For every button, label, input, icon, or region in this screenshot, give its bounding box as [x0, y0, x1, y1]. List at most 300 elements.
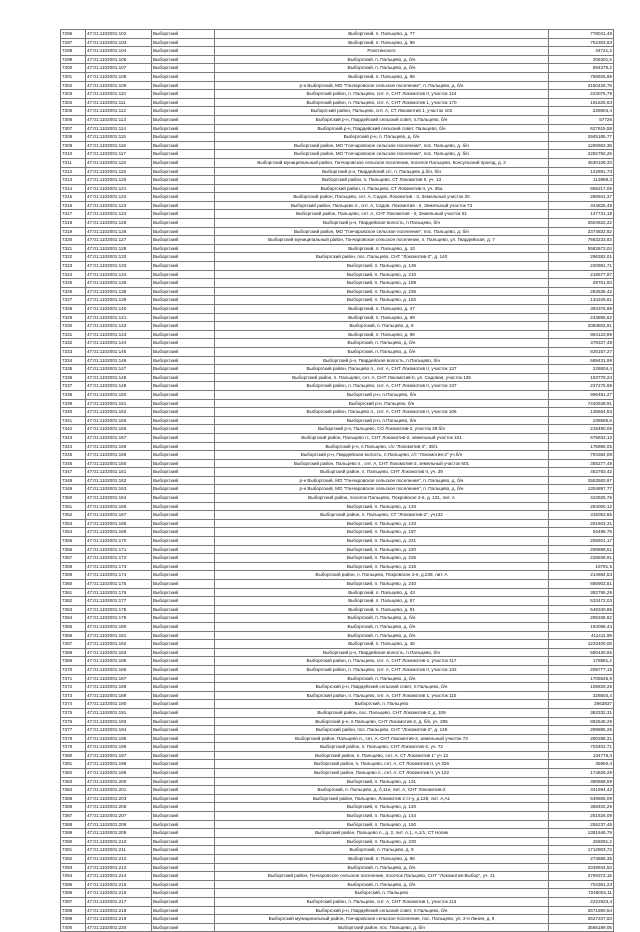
- row-number: 7369: [61, 657, 86, 666]
- table-row: [61, 133, 614, 142]
- district-name: Выборгский: [152, 227, 215, 236]
- cadastral-number: 47:01:1102001:218: [86, 906, 152, 915]
- cadastral-value: 237275,68: [549, 382, 614, 391]
- cadastral-number: 47:01:1102001:200: [86, 777, 152, 786]
- row-number: 7372: [61, 683, 86, 692]
- cadastral-number: 47:01:1102001:122: [86, 193, 152, 202]
- row-number: 7310: [61, 150, 86, 159]
- row-number: 7333: [61, 347, 86, 356]
- district-name: Выборгский: [152, 305, 215, 314]
- cadastral-number: 47:01:1102001:209: [86, 829, 152, 838]
- address: Выборгский, п. Пальцево, д. 8: [215, 322, 549, 331]
- table-row: [61, 227, 614, 236]
- district-name: Выборгский: [152, 717, 215, 726]
- table-row: [61, 837, 614, 846]
- row-number: 7299: [61, 55, 86, 64]
- address: Выборгский, п. Пальцево, д. 57: [215, 597, 549, 606]
- address: Выборгский район, п. Пальцево, снт. А, СТ Локомотив II, уч 326: [215, 760, 549, 769]
- cadastral-number: 47:01:1102001:197: [86, 751, 152, 760]
- cadastral-value: 665217,05: [549, 184, 614, 193]
- cadastral-value: 825157,27: [549, 347, 614, 356]
- table-row: [61, 244, 614, 253]
- address: Выборгский, п. Пальцево, д. 230: [215, 837, 549, 846]
- district-name: Выборгский: [152, 597, 215, 606]
- cadastral-number: 47:01:1102001:149: [86, 382, 152, 391]
- district-name: Выборгский: [152, 760, 215, 769]
- table-row: [61, 519, 614, 528]
- cadastral-value: 2769372,15: [549, 872, 614, 881]
- table-row: [61, 889, 614, 898]
- row-number: 7400: [61, 923, 86, 932]
- address: Выборгский р-н, Гвардейская волость, п.Пальцево, с/т "Локомотив-2" уч.б/н: [215, 451, 549, 460]
- cadastral-number: 47:01:1102001:194: [86, 726, 152, 735]
- cadastral-number: 47:01:1102001:161: [86, 468, 152, 477]
- cadastral-number: 47:01:1102001:156: [86, 425, 152, 434]
- district-name: Выборгский: [152, 107, 215, 116]
- row-number: 7309: [61, 141, 86, 150]
- row-number: 7339: [61, 399, 86, 408]
- address: Выборгский р-н, Гвардейский сельский совет, п.Пальцево, б/н: [215, 906, 549, 915]
- address: Выборгский, п. Пальцево, д. 77: [215, 30, 549, 39]
- row-number: 7332: [61, 339, 86, 348]
- address: Выборгский, п. Пальцево, д. 69: [215, 313, 549, 322]
- row-number: 7320: [61, 236, 86, 245]
- cadastral-value: 2945185,77: [549, 133, 614, 142]
- table-row: [61, 751, 614, 760]
- row-number: 7399: [61, 915, 86, 924]
- cadastral-value: 35950,4: [549, 760, 614, 769]
- table-row: [61, 30, 614, 39]
- address: Выборгский район, п. Пальцево, СНТ Локомотив II, уч. 39: [215, 468, 549, 477]
- address: Выборгский р-н, Гвардейская волость, п.Пальцево, б/н: [215, 648, 549, 657]
- row-number: 7305: [61, 107, 86, 116]
- row-number: 7348: [61, 476, 86, 485]
- cadastral-number: 47:01:1102001:144: [86, 339, 152, 348]
- address: Выборгский, п. Пальцево, д. 133: [215, 519, 549, 528]
- cadastral-value: 1233400,05: [549, 640, 614, 649]
- address: Выборгский район, Пальцево п., снт. А, СНТ Локомотив-2, земельный участок 601: [215, 459, 549, 468]
- district-name: Выборгский: [152, 98, 215, 107]
- row-number: 7361: [61, 588, 86, 597]
- cadastral-number: 47:01:1102001:123: [86, 201, 152, 210]
- row-number: 7342: [61, 425, 86, 434]
- cadastral-value: 147731,18: [549, 210, 614, 219]
- cadastral-number: 47:01:1102001:167: [86, 511, 152, 520]
- district-name: Выборгский: [152, 829, 215, 838]
- district-name: Выборгский: [152, 528, 215, 537]
- address: Выборгский район, п. Пальцево, СНТ Локомотив-2, уч. 72: [215, 743, 549, 752]
- district-name: Выборгский: [152, 726, 215, 735]
- cadastral-number: 47:01:1102001:216: [86, 889, 152, 898]
- cadastral-value: 296382,01: [549, 253, 614, 262]
- address: Выборгский район, МО "Гончаровское сельское поселение", пос. Пальцево, д. б/н: [215, 150, 549, 159]
- cadastral-number: 47:01:1102001:217: [86, 897, 152, 906]
- cadastral-number: 47:01:1102001:128: [86, 244, 152, 253]
- address: Выборгский район, п. Пальцево, снт. А, СНТ Локомотив II, участок 124: [215, 90, 549, 99]
- district-name: Выборгский: [152, 889, 215, 898]
- cadastral-number: 47:01:1102001:157: [86, 433, 152, 442]
- row-number: 7328: [61, 305, 86, 314]
- cadastral-number: 47:01:1102001:124: [86, 210, 152, 219]
- cadastral-number: 47:01:1102001:174: [86, 571, 152, 580]
- address: Выборгский, п. Пальцево, д. 240: [215, 580, 549, 589]
- cadastral-number: 47:01:1102001:191: [86, 708, 152, 717]
- row-number: 7398: [61, 906, 86, 915]
- district-name: Выборгский: [152, 906, 215, 915]
- district-name: Выборгский: [152, 270, 215, 279]
- row-number: 7355: [61, 537, 86, 546]
- row-number: 7318: [61, 219, 86, 228]
- cadastral-number: 47:01:1102001:206: [86, 803, 152, 812]
- address: Выборгский, п. Пальцево, д. 91: [215, 605, 549, 614]
- row-number: 7368: [61, 648, 86, 657]
- cadastral-number: 47:01:1102001:118: [86, 158, 152, 167]
- district-name: Выборгский: [152, 347, 215, 356]
- cadastral-value: 228604,4: [549, 691, 614, 700]
- cadastral-value: 2553583,97: [549, 476, 614, 485]
- cadastral-number: 47:01:1102001:133: [86, 262, 152, 271]
- cadastral-number: 47:01:1102001:141: [86, 313, 152, 322]
- table-row: [61, 511, 614, 520]
- cadastral-value: 1304897,77: [549, 485, 614, 494]
- address: Выборгский район, п. Пальцево, снт. А, СНТ Локомотив II, участок 137: [215, 382, 549, 391]
- cadastral-number: 47:01:1102001:159: [86, 451, 152, 460]
- row-number: 7322: [61, 253, 86, 262]
- address: Выборгский, п. Пальцево, д. 86: [215, 855, 549, 864]
- cadastral-number: 47:01:1102001:125: [86, 219, 152, 228]
- address: Выборгский, п. Пальцево, д. 45: [215, 640, 549, 649]
- cadastral-value: 255237,46: [549, 820, 614, 829]
- cadastral-number: 47:01:1102001:187: [86, 674, 152, 683]
- cadastral-number: 47:01:1102001:134: [86, 270, 152, 279]
- cadastral-value: 2863837: [549, 700, 614, 709]
- district-name: Выборгский: [152, 562, 215, 571]
- district-name: Выборгский: [152, 38, 215, 47]
- row-number: 7308: [61, 133, 86, 142]
- table-row: [61, 769, 614, 778]
- table-row: [61, 812, 614, 821]
- address: Выборгский, п. Пальцево: [215, 889, 549, 898]
- district-name: Выборгский: [152, 253, 215, 262]
- cadastral-number: 47:01:1102001:110: [86, 90, 152, 99]
- cadastral-number: 47:01:1102001:168: [86, 519, 152, 528]
- cadastral-number: 47:01:1102001:183: [86, 648, 152, 657]
- cadastral-value: 382795,29: [549, 588, 614, 597]
- cadastral-number: 47:01:1102001:112: [86, 107, 152, 116]
- district-name: Выборгский: [152, 777, 215, 786]
- row-number: 7377: [61, 726, 86, 735]
- table-row: [61, 915, 614, 924]
- cadastral-value: 251626,08: [549, 812, 614, 821]
- row-number: 7371: [61, 674, 86, 683]
- district-name: Выборгский: [152, 451, 215, 460]
- address: Выборгский, п. Пальцево, д. 140: [215, 803, 549, 812]
- address: Выборгский р-н, Гвардейский с/с, п. Пальцево д.б/н, б/н: [215, 167, 549, 176]
- cadastral-number: 47:01:1102001:109: [86, 81, 152, 90]
- cadastral-value: 256081,2: [549, 837, 614, 846]
- table-row: [61, 571, 614, 580]
- cadastral-value: 675933,13: [549, 433, 614, 442]
- address: Выборгский район, Пальцево, снт. А, СНТ Локомотив - II, Земельный участок 51: [215, 210, 549, 219]
- row-number: 7349: [61, 485, 86, 494]
- row-number: 7331: [61, 330, 86, 339]
- district-name: Выборгский: [152, 287, 215, 296]
- row-number: 7344: [61, 442, 86, 451]
- cadastral-value: 1705526,8: [549, 674, 614, 683]
- table-row: [61, 863, 614, 872]
- row-number: 7363: [61, 605, 86, 614]
- cadastral-number: 47:01:1102001:166: [86, 502, 152, 511]
- address: Выборгский, п. Пальцево, д. б/н: [215, 880, 549, 889]
- district-name: Выборгский: [152, 640, 215, 649]
- cadastral-value: 794384,08: [549, 451, 614, 460]
- row-number: 7367: [61, 640, 86, 649]
- table-row: [61, 313, 614, 322]
- cadastral-value: 223075,79: [549, 90, 614, 99]
- address: Выборгский район, п. Пальцево, СТ "Локомотив-2", уч132: [215, 511, 549, 520]
- table-row: [61, 459, 614, 468]
- cadastral-value: 2349944,53: [549, 863, 614, 872]
- row-number: 7336: [61, 373, 86, 382]
- row-number: 7385: [61, 794, 86, 803]
- cadastral-number: 47:01:1102001:169: [86, 528, 152, 537]
- district-name: Выборгский: [152, 915, 215, 924]
- table-row: [61, 433, 614, 442]
- district-name: Выборгский: [152, 545, 215, 554]
- table-row: [61, 665, 614, 674]
- row-number: 7383: [61, 777, 86, 786]
- row-number: 7386: [61, 803, 86, 812]
- address: Выборгский район, Пальцево п., снт. А, Садов. Локомотив - II, Земельный участок 73: [215, 201, 549, 210]
- district-name: Выборгский: [152, 743, 215, 752]
- cadastral-number: 47:01:1102001:132: [86, 253, 152, 262]
- table-row: [61, 451, 614, 460]
- district-name: Выборгский: [152, 880, 215, 889]
- address: Выборгский, п. Пальцево, д. 95: [215, 38, 549, 47]
- cadastral-number: 47:01:1102001:170: [86, 537, 152, 546]
- cadastral-number: 47:01:1102001:188: [86, 683, 152, 692]
- cadastral-value: 138654,53: [549, 408, 614, 417]
- district-name: Выборгский: [152, 786, 215, 795]
- cadastral-value: 178881,2: [549, 657, 614, 666]
- cadastral-number: 47:01:1102001:185: [86, 657, 152, 666]
- cadastral-value: 134226,81: [549, 296, 614, 305]
- address: Выборгский район, МО "Гончаровское сельское поселение", пос. Пальцево, д. б/н: [215, 227, 549, 236]
- row-number: 7350: [61, 494, 86, 503]
- table-row: [61, 201, 614, 210]
- district-name: Выборгский: [152, 803, 215, 812]
- district-name: Выборгский: [152, 614, 215, 623]
- address: Выборгский р-н, Гвардейская волость, п.Пальцево, б/н: [215, 356, 549, 365]
- cadastral-value: 298699,51: [549, 545, 614, 554]
- address: Выборгский район, пос. Пальцево, СНТ "Локомотив-2", д. 140: [215, 253, 549, 262]
- table-row: [61, 648, 614, 657]
- row-number: 7330: [61, 322, 86, 331]
- cadastral-value: 627615,58: [549, 124, 614, 133]
- address: Выборгский, п. Пальцево, д. 225: [215, 554, 549, 563]
- cadastral-value: 255921,17: [549, 537, 614, 546]
- cadastral-number: 47:01:1102001:177: [86, 597, 152, 606]
- district-name: Выборгский: [152, 674, 215, 683]
- address: Выборгский р-н, Гвардейский сельский совет, п.Пальцево, б/н: [215, 115, 549, 124]
- table-row: [61, 158, 614, 167]
- row-number: 7375: [61, 708, 86, 717]
- district-name: Выборгский: [152, 365, 215, 374]
- table-row: [61, 90, 614, 99]
- row-number: 7338: [61, 390, 86, 399]
- district-name: Выборгский: [152, 416, 215, 425]
- address: Выборгский район, МО "Гончаровское сельское поселение", пос. Пальцево, д. б/н: [215, 141, 549, 150]
- cadastral-value: 174826,28: [549, 769, 614, 778]
- row-number: 7296: [61, 30, 86, 39]
- row-number: 7353: [61, 519, 86, 528]
- cadastral-number: 47:01:1102001:212: [86, 855, 152, 864]
- table-row: [61, 425, 614, 434]
- district-name: Выборгский: [152, 468, 215, 477]
- row-number: 7324: [61, 270, 86, 279]
- cadastral-number: 47:01:1102001:178: [86, 605, 152, 614]
- cadastral-number: 47:01:1102001:120: [86, 176, 152, 185]
- district-name: Выборгский: [152, 622, 215, 631]
- cadastral-number: 47:01:1102001:210: [86, 837, 152, 846]
- district-name: Выборгский: [152, 442, 215, 451]
- table-row: [61, 167, 614, 176]
- cadastral-value: 105826,28: [549, 683, 614, 692]
- table-row: [61, 726, 614, 735]
- table-row: [61, 468, 614, 477]
- district-name: Выборгский: [152, 150, 215, 159]
- cadastral-value: 175985,05: [549, 442, 614, 451]
- table-row: [61, 296, 614, 305]
- cadastral-value: 34721,2: [549, 47, 614, 56]
- address: Выборгский, п. Пальцево, д. б/н: [215, 863, 549, 872]
- cadastral-value: 2083802,91: [549, 322, 614, 331]
- address: Выборгский р-н, Пальцево, СО Локомотив-2, участок 39 б/н: [215, 425, 549, 434]
- cadastral-number: 47:01:1102001:158: [86, 442, 152, 451]
- cadastral-value: 220991,71: [549, 262, 614, 271]
- table-row: [61, 81, 614, 90]
- address: Выборгский, п. Пальцево, д. б/н: [215, 674, 549, 683]
- row-number: 7326: [61, 287, 86, 296]
- address: Выборгский район, Пальцево, снт. А, Садов. Локомотив - II, Земельный участок 30: [215, 193, 549, 202]
- cadastral-number: 47:01:1102001:180: [86, 622, 152, 631]
- cadastral-number: 47:01:1102001:176: [86, 588, 152, 597]
- address: Выборгский муниципальный район, Гончаровское сельское поселение, пос. Пальцево, ул. 2-я Линия, д. 9: [215, 915, 549, 924]
- table-row: [61, 683, 614, 692]
- cadastral-number: 47:01:1102001:175: [86, 580, 152, 589]
- address: Выборгский р-н, п.Пальцево, СНТ Локомотив-2, д. б/н, уч. 295: [215, 717, 549, 726]
- address: р-н Выборгский, МО "Гончаровское сельское поселение", п. Пальцево, д. б/н: [215, 476, 549, 485]
- row-number: 7391: [61, 846, 86, 855]
- cadastral-value: 2222923,4: [549, 897, 614, 906]
- cadastral-value: 7683233,63: [549, 236, 614, 245]
- district-name: Выборгский: [152, 863, 215, 872]
- district-name: Выборгский: [152, 158, 215, 167]
- table-row: [61, 279, 614, 288]
- district-name: Выборгский: [152, 700, 215, 709]
- address: Выборгский р-н, п.Пальцево, с/о "Локомотив-2", 39/1: [215, 442, 549, 451]
- row-number: 7381: [61, 760, 86, 769]
- row-number: 7314: [61, 184, 86, 193]
- address: Выборгский район, п. Пальцево, снт. А, СНТ Локомотив 1, участок 113: [215, 897, 549, 906]
- table-row: [61, 476, 614, 485]
- table-row: [61, 734, 614, 743]
- row-number: 7345: [61, 451, 86, 460]
- cadastral-number: 47:01:1102001:116: [86, 141, 152, 150]
- table-body: [61, 30, 614, 932]
- table-row: [61, 717, 614, 726]
- address: Выборгский, п. Пальцево, д. 43: [215, 588, 549, 597]
- cadastral-value: 19791,5: [549, 562, 614, 571]
- row-number: 7378: [61, 734, 86, 743]
- district-name: Выборгский: [152, 193, 215, 202]
- table-row: [61, 485, 614, 494]
- cadastral-value: 7246004,11: [549, 889, 614, 898]
- table-row: [61, 442, 614, 451]
- cadastral-number: 47:01:1102001:199: [86, 769, 152, 778]
- cadastral-number: 47:01:1102001:155: [86, 416, 152, 425]
- table-row: [61, 562, 614, 571]
- address: р-н Выборгский, МО "Гончаровское сельское поселение", п. Пальцево, д. б/н: [215, 485, 549, 494]
- cadastral-number: 47:01:1102001:193: [86, 717, 152, 726]
- cadastral-value: 228604,4: [549, 365, 614, 374]
- row-number: 7335: [61, 365, 86, 374]
- address: Выборгский район, Пальцево п., снт. А, СНТ Локомотив II, участок 137: [215, 365, 549, 374]
- district-name: Выборгский: [152, 30, 215, 39]
- row-number: 7313: [61, 176, 86, 185]
- cadastral-number: 47:01:1102001:171: [86, 545, 152, 554]
- cadastral-value: 423925,76: [549, 494, 614, 503]
- table-row: [61, 193, 614, 202]
- row-number: 7347: [61, 468, 86, 477]
- row-number: 7316: [61, 201, 86, 210]
- cadastral-number: 47:01:1102001:145: [86, 347, 152, 356]
- table-row: [61, 502, 614, 511]
- address: Выборгский р-н, п. Пальцево, д. б/н: [215, 133, 549, 142]
- address: Выборгский, п. Пальцево, д. 150: [215, 820, 549, 829]
- cadastral-number: 47:01:1102001:106: [86, 55, 152, 64]
- cadastral-number: 47:01:1102001:190: [86, 700, 152, 709]
- table-row: [61, 906, 614, 915]
- cadastral-number: 47:01:1102001:163: [86, 485, 152, 494]
- cadastral-value: 996481,27: [549, 390, 614, 399]
- cadastral-number: 47:01:1102001:173: [86, 562, 152, 571]
- row-number: 7366: [61, 631, 86, 640]
- table-row: [61, 124, 614, 133]
- address: Выборгский, п. Пальцево, д. 133: [215, 502, 549, 511]
- table-row: [61, 923, 614, 932]
- district-name: Выборгский: [152, 262, 215, 271]
- cadastral-value: 2282792,25: [549, 150, 614, 159]
- cadastral-number: 47:01:1102001:179: [86, 614, 152, 623]
- cadastral-value: 5582673,04: [549, 244, 614, 253]
- cadastral-value: 358402,29: [549, 803, 614, 812]
- district-name: Выборгский: [152, 201, 215, 210]
- cadastral-value: 7440549,91: [549, 399, 614, 408]
- table-row: [61, 150, 614, 159]
- cadastral-number: 47:01:1102001:198: [86, 760, 152, 769]
- table-row: [61, 416, 614, 425]
- cadastral-value: 703402,71: [549, 743, 614, 752]
- cadastral-number: 47:01:1102001:201: [86, 786, 152, 795]
- cadastral-value: 253536,42: [549, 287, 614, 296]
- cadastral-value: 778041,48: [549, 30, 614, 39]
- table-row: [61, 347, 614, 356]
- table-row: [61, 115, 614, 124]
- address: Выборгский, п. Пальцево, д. б/н: [215, 631, 549, 640]
- address: Выборгский, п. Пальцево, д. 10: [215, 244, 549, 253]
- cadastral-value: 569431,99: [549, 356, 614, 365]
